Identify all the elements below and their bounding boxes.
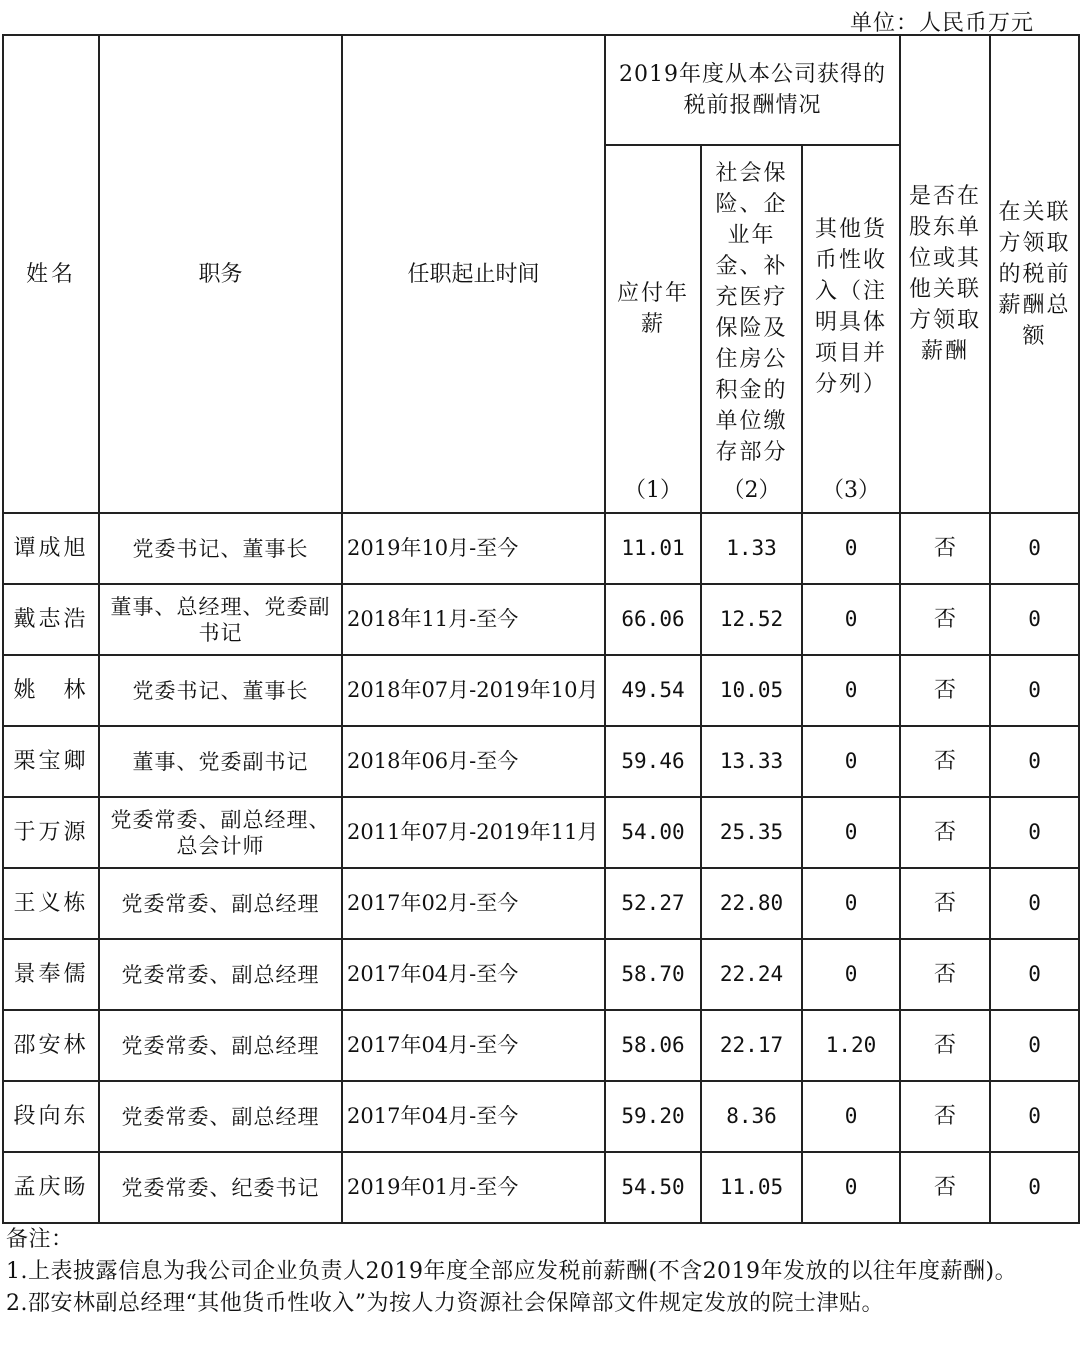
cell-insurance: 22.17	[701, 1010, 802, 1081]
cell-term: 2017年04月-至今	[342, 939, 605, 1010]
note-item: 2.邵安林副总经理“其他货币性收入”为按人力资源社会保障部文件规定发放的院士津贴。	[6, 1291, 884, 1316]
table-header	[3, 35, 1079, 513]
table-body	[3, 513, 1079, 1223]
table-row	[3, 1081, 1079, 1152]
cell-related-amount: 0	[990, 1152, 1079, 1223]
header-term: 任职起止时间	[342, 35, 605, 513]
cell-position: 董事、党委副书记	[99, 726, 342, 797]
cell-salary: 66.06	[605, 584, 701, 655]
cell-name: 邵安林	[3, 1010, 99, 1081]
header-salary: 应付年薪 （1）	[605, 145, 701, 513]
cell-related-flag: 否	[900, 513, 990, 584]
header-compensation-group: 2019年度从本公司获得的税前报酬情况	[605, 35, 900, 145]
cell-term: 2018年11月-至今	[342, 584, 605, 655]
cell-related-flag: 否	[900, 868, 990, 939]
cell-term: 2017年04月-至今	[342, 1010, 605, 1081]
cell-name: 姚 林	[3, 655, 99, 726]
cell-other: 0	[802, 1081, 900, 1152]
header-related-amount: 在关联方领取的税前薪酬总额	[990, 35, 1079, 513]
cell-position: 党委常委、纪委书记	[99, 1152, 342, 1223]
header-related-flag: 是否在股东单位或其他关联方领取薪酬	[900, 35, 990, 513]
cell-position: 党委常委、副总经理	[99, 939, 342, 1010]
cell-insurance: 11.05	[701, 1152, 802, 1223]
cell-related-amount: 0	[990, 797, 1079, 868]
cell-name: 孟庆旸	[3, 1152, 99, 1223]
cell-name: 段向东	[3, 1081, 99, 1152]
table-row	[3, 1152, 1079, 1223]
table-row	[3, 584, 1079, 655]
table-row	[3, 797, 1079, 868]
cell-other: 0	[802, 939, 900, 1010]
cell-position: 党委书记、董事长	[99, 513, 342, 584]
cell-name: 景奉儒	[3, 939, 99, 1010]
compensation-table	[2, 34, 1080, 1224]
header-name: 姓名	[3, 35, 99, 513]
cell-salary: 49.54	[605, 655, 701, 726]
cell-position: 党委常委、副总经理	[99, 868, 342, 939]
cell-related-flag: 否	[900, 939, 990, 1010]
cell-insurance: 22.24	[701, 939, 802, 1010]
cell-insurance: 22.80	[701, 868, 802, 939]
cell-insurance: 8.36	[701, 1081, 802, 1152]
cell-name: 于万源	[3, 797, 99, 868]
cell-related-flag: 否	[900, 1152, 990, 1223]
cell-name: 栗宝卿	[3, 726, 99, 797]
cell-related-amount: 0	[990, 868, 1079, 939]
cell-other: 0	[802, 797, 900, 868]
cell-salary: 59.46	[605, 726, 701, 797]
cell-related-flag: 否	[900, 584, 990, 655]
cell-other: 0	[802, 726, 900, 797]
cell-insurance: 13.33	[701, 726, 802, 797]
cell-related-amount: 0	[990, 1081, 1079, 1152]
cell-salary: 54.00	[605, 797, 701, 868]
cell-term: 2017年02月-至今	[342, 868, 605, 939]
cell-insurance: 1.33	[701, 513, 802, 584]
cell-salary: 58.06	[605, 1010, 701, 1081]
cell-salary: 54.50	[605, 1152, 701, 1223]
cell-related-flag: 否	[900, 655, 990, 726]
cell-other: 0	[802, 513, 900, 584]
cell-term: 2019年01月-至今	[342, 1152, 605, 1223]
table-row	[3, 939, 1079, 1010]
cell-term: 2018年07月-2019年10月	[342, 655, 605, 726]
cell-related-amount: 0	[990, 1010, 1079, 1081]
cell-name: 谭成旭	[3, 513, 99, 584]
header-other-income: 其他货币性收入（注明具体项目并分列） （3）	[802, 145, 900, 513]
notes-title: 备注：	[6, 1227, 74, 1252]
cell-salary: 52.27	[605, 868, 701, 939]
table-row	[3, 513, 1079, 584]
cell-term: 2018年06月-至今	[342, 726, 605, 797]
cell-related-amount: 0	[990, 584, 1079, 655]
cell-insurance: 25.35	[701, 797, 802, 868]
cell-insurance: 12.52	[701, 584, 802, 655]
cell-salary: 11.01	[605, 513, 701, 584]
cell-insurance: 10.05	[701, 655, 802, 726]
cell-related-amount: 0	[990, 655, 1079, 726]
cell-term: 2019年10月-至今	[342, 513, 605, 584]
cell-other: 0	[802, 868, 900, 939]
table-row	[3, 655, 1079, 726]
cell-salary: 59.20	[605, 1081, 701, 1152]
cell-term: 2011年07月-2019年11月	[342, 797, 605, 868]
cell-position: 党委常委、副总经理、总会计师	[99, 797, 342, 868]
table-row	[3, 868, 1079, 939]
cell-position: 党委常委、副总经理	[99, 1081, 342, 1152]
cell-other: 0	[802, 584, 900, 655]
header-position: 职务	[99, 35, 342, 513]
cell-position: 党委书记、董事长	[99, 655, 342, 726]
notes-section	[6, 1224, 1072, 1320]
cell-salary: 58.70	[605, 939, 701, 1010]
cell-related-flag: 否	[900, 1010, 990, 1081]
cell-related-amount: 0	[990, 513, 1079, 584]
cell-name: 王义栋	[3, 868, 99, 939]
note-item: 1.上表披露信息为我公司企业负责人2019年度全部应发税前薪酬(不含2019年发放的以往年度薪酬)。	[6, 1259, 1018, 1284]
cell-related-amount: 0	[990, 939, 1079, 1010]
cell-other: 0	[802, 1152, 900, 1223]
cell-other: 0	[802, 655, 900, 726]
cell-related-amount: 0	[990, 726, 1079, 797]
cell-related-flag: 否	[900, 726, 990, 797]
cell-related-flag: 否	[900, 797, 990, 868]
cell-term: 2017年04月-至今	[342, 1081, 605, 1152]
table-row	[3, 726, 1079, 797]
cell-other: 1.20	[802, 1010, 900, 1081]
cell-position: 党委常委、副总经理	[99, 1010, 342, 1081]
header-insurance: 社会保险、企业年金、补充医疗保险及住房公积金的单位缴存部分 （2）	[701, 145, 802, 513]
cell-position: 董事、总经理、党委副书记	[99, 584, 342, 655]
table-row	[3, 1010, 1079, 1081]
unit-label: 单位：人民币万元	[849, 11, 1034, 36]
cell-name: 戴志浩	[3, 584, 99, 655]
cell-related-flag: 否	[900, 1081, 990, 1152]
